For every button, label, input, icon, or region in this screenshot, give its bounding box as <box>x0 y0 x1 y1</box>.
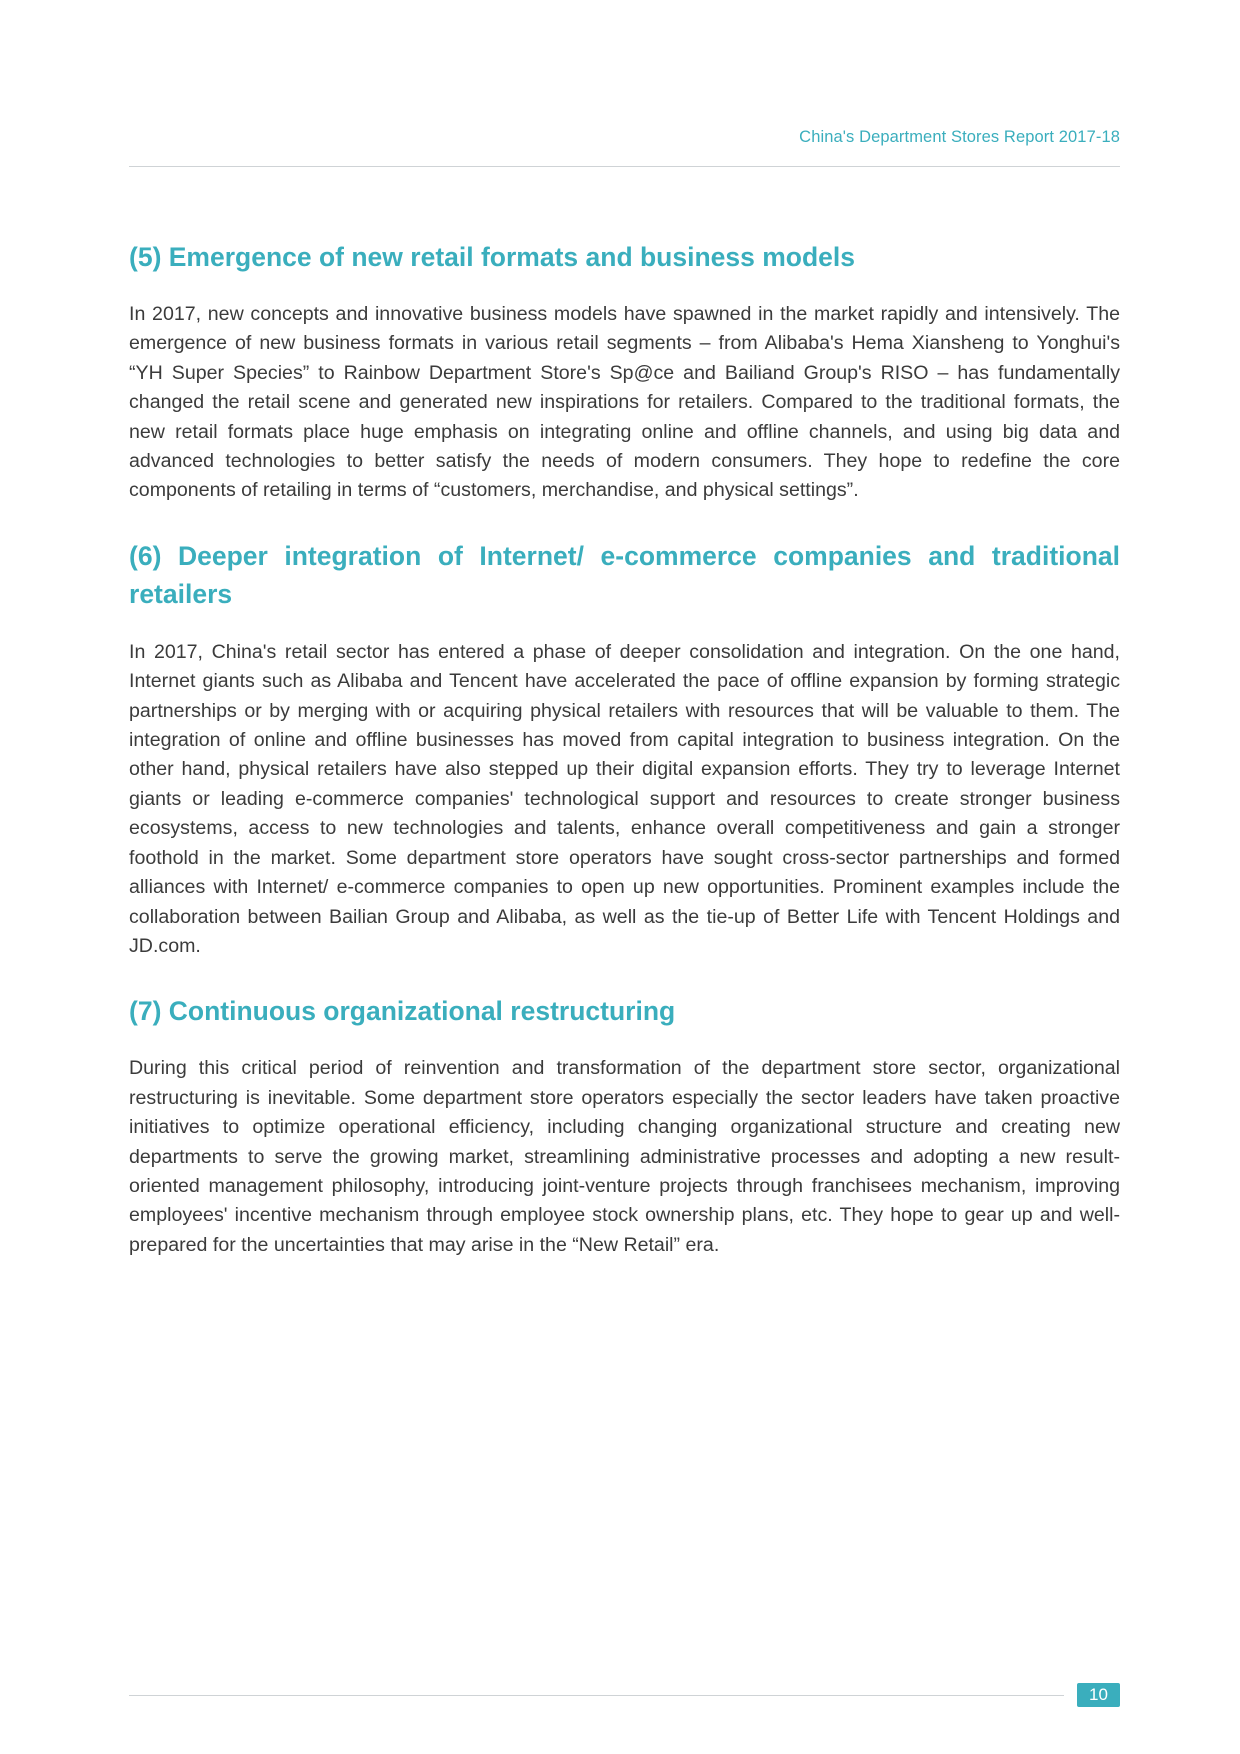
report-title: China's Department Stores Report 2017-18 <box>799 128 1120 146</box>
footer-divider <box>129 1695 1064 1696</box>
section-6-heading: (6) Deeper integration of Internet/ e-commerce companies and traditional retailers <box>129 540 1120 609</box>
section-5-heading: (5) Emergence of new retail formats and business models <box>129 242 856 272</box>
section-7-heading: (7) Continuous organizational restructuring <box>129 996 676 1027</box>
section-6-body: In 2017, China's retail sector has entered a phase of deeper consolidation and integration. On the one hand, Internet giants such as Alibaba and Tencent have accelerated the pace of offline expansion by forming strategic partnerships or by merging with or acquiring physical retailers with resources that will be valuable to them. The integration of online and offline businesses has moved from capital integration to business integration. On the other hand, physical retailers have also stepped up their digital expansion efforts. They try to leverage Internet giants or leading e-commerce companies' technological support and resources to create stronger business ecosystems, access to new technologies and talents, enhance overall competitiveness and gain a stronger foothold in the market. Some department store operators have sought cross-sector partnerships and formed alliances with Internet/ e-commerce companies to open up new opportunities. Prominent examples include the collaboration between Bailian Group and Alibaba, as well as the tie-up of Better Life with Tencent Holdings and JD.com. <box>129 640 1120 957</box>
header-divider <box>129 166 1120 167</box>
section-5-body: In 2017, new concepts and innovative business models have spawned in the market rapidly and intensively. The emergence of new business formats in various retail segments – from Alibaba's Hema Xiansheng to Yonghui's “YH Super Species” to Rainbow Department Store's Sp@ce and Bailiand Group's RISO – has fundamentally changed the retail scene and generated new inspirations for retailers. Compared to the traditional formats, the new retail formats place huge emphasis on integrating online and offline channels, and using big data and advanced technologies to better satisfy the needs of modern consumers. They hope to redefine the core components of retailing in terms of “customers, merchandise, and physical settings”. <box>129 303 1120 502</box>
page-number-badge: 10 <box>1077 1683 1120 1707</box>
page-content <box>129 238 1120 1260</box>
section-7-body: During this critical period of reinvention and transformation of the department store sector, organizational restructuring is inevitable. Some department store operators especially the sector leaders have taken proactive initiatives to optimize operational efficiency, including changing organizational structure and creating new departments to serve the growing market, streamlining administrative processes and adopting a new result-oriented management philosophy, introducing joint-venture projects through franchisees mechanism, improving employees' incentive mechanism through employee stock ownership plans, etc. They hope to gear up and well-prepared for the uncertainties that may arise in the “New Retail” era. <box>129 1057 1120 1256</box>
